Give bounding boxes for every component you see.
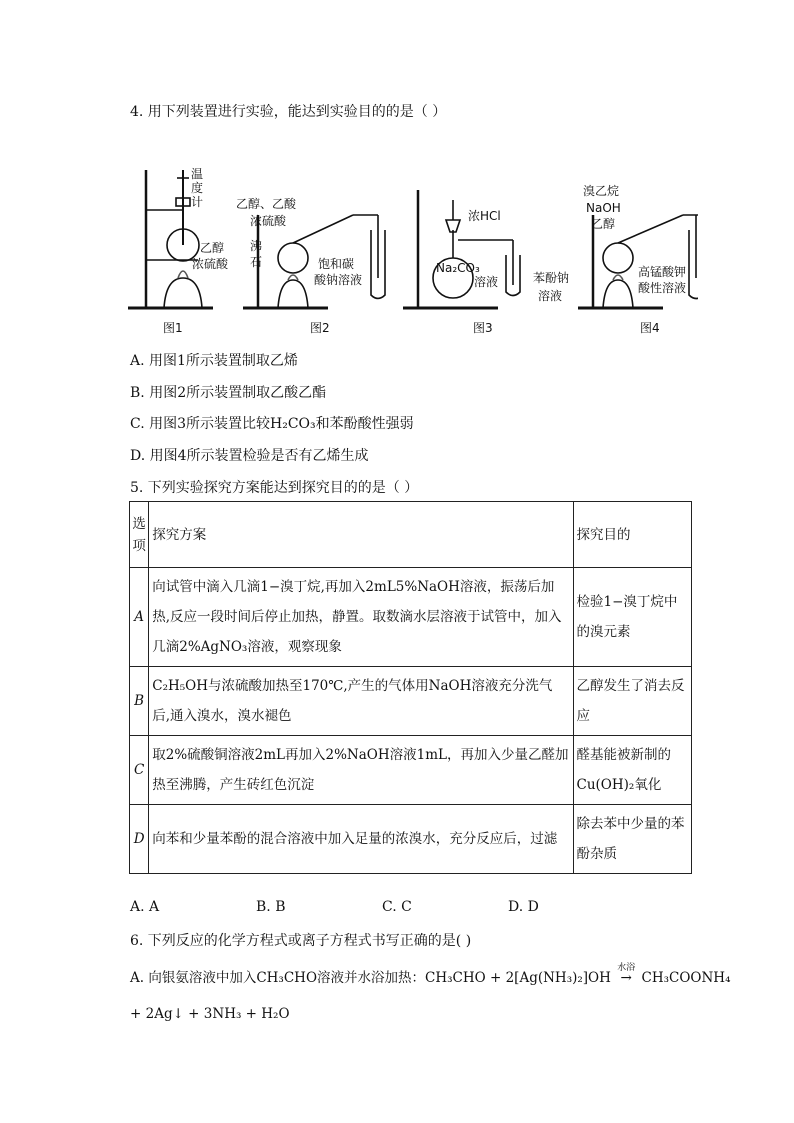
fig1-label: 度 (191, 181, 204, 195)
row-aim: 乙醇发生了消去反应 (573, 667, 691, 736)
table-row (130, 568, 692, 667)
fig1-label: 温 (191, 167, 204, 181)
fig2-label: 乙醇、乙酸 (236, 197, 297, 211)
fig2-label: 酸钠溶液 (314, 273, 363, 287)
fig3-label: Na₂CO₃ (436, 261, 480, 275)
q5-choice-d: D. D (508, 899, 539, 915)
q6-option-a-line1 (130, 963, 731, 988)
q6-option-a-product: CH₃COONH₄ (641, 970, 731, 986)
row-aim: 检验1−溴丁烷中的溴元素 (573, 568, 691, 667)
q4-option-b: B. 用图2所示装置制取乙酸乙酯 (130, 385, 327, 401)
table-row (130, 805, 692, 874)
row-plan: 取2%硫酸铜溶液2mL再加入2%NaOH溶液1mL，再加入少量乙醛加热至沸腾，产生砖红色沉淀 (149, 736, 573, 805)
q5-choice-b: B. B (256, 899, 286, 915)
reaction-arrow: 水浴 → (615, 968, 637, 988)
table-row (130, 736, 692, 805)
fig3-label: 溶液 (538, 289, 563, 303)
fig4-label: 高锰酸钾 (638, 265, 687, 279)
fig3-label: 苯酚钠 (533, 271, 570, 285)
row-opt: B (130, 667, 149, 736)
fig-caption: 图3 (473, 321, 493, 335)
q4-apparatus-figures (128, 160, 698, 345)
row-opt: A (130, 568, 149, 667)
q4-option-c: C. 用图3所示装置比较H₂CO₃和苯酚酸性强弱 (130, 416, 414, 432)
q4-option-d: D. 用图4所示装置检验是否有乙烯生成 (130, 448, 369, 464)
row-plan: 向试管中滴入几滴1−溴丁烷,再加入2mL5%NaOH溶液，振荡后加热,反应一段时间后停止加热，静置。取数滴水层溶液于试管中，加入几滴2%AgNO₃溶液，观察现象 (149, 568, 573, 667)
fig3-label: 溶液 (474, 275, 499, 289)
row-opt: C (130, 736, 149, 805)
fig4-label: NaOH (586, 201, 621, 215)
table-row (130, 667, 692, 736)
fig2-label: 饱和碳 (318, 257, 355, 271)
header-opt: 选项 (130, 502, 149, 568)
row-aim: 除去苯中少量的苯酚杂质 (573, 805, 691, 874)
header-plan: 探究方案 (149, 502, 573, 568)
fig2-label: 石 (250, 255, 263, 269)
apparatus-diagram (128, 160, 698, 345)
fig-caption: 图4 (640, 321, 660, 335)
q4-stem: 4. 用下列装置进行实验，能达到实验目的的是（ ） (130, 104, 447, 120)
fig1-label: 浓硫酸 (192, 257, 229, 271)
row-aim: 醛基能被新制的Cu(OH)₂氧化 (573, 736, 691, 805)
fig4-label: 乙醇 (591, 217, 616, 231)
fig2-label: 浓硫酸 (250, 214, 287, 228)
q6-option-a-text: A. 向银氨溶液中加入CH₃CHO溶液并水浴加热：CH₃CHO + 2[Ag(NH₃)₂]OH (130, 970, 611, 986)
table-header-row (130, 502, 692, 568)
row-plan: 向苯和少量苯酚的混合溶液中加入足量的浓溴水，充分反应后，过滤 (149, 805, 573, 874)
fig3-label: 浓HCl (468, 209, 501, 223)
fig4-label: 溴乙烷 (583, 184, 620, 198)
reaction-condition: 水浴 (617, 963, 636, 973)
row-plan: C₂H₅OH与浓硫酸加热至170℃,产生的气体用NaOH溶液充分洗气后,通入溴水，溴水褪色 (149, 667, 573, 736)
header-aim: 探究目的 (573, 502, 691, 568)
q5-choice-a: A. A (130, 899, 160, 915)
q6-option-a-line2: + 2Ag↓ + 3NH₃ + H₂O (130, 1006, 290, 1022)
row-opt: D (130, 805, 149, 874)
fig-caption: 图2 (310, 321, 330, 335)
q6-stem: 6. 下列反应的化学方程式或离子方程式书写正确的是( ) (130, 933, 472, 949)
q4-option-a: A. 用图1所示装置制取乙烯 (130, 353, 298, 369)
q5-stem: 5. 下列实验探究方案能达到探究目的的是（ ） (130, 480, 419, 496)
fig2-label: 沸 (250, 239, 263, 253)
fig1-label: 乙醇 (200, 241, 225, 255)
fig4-label: 酸性溶液 (638, 281, 687, 295)
q5-table (129, 501, 692, 874)
fig-caption: 图1 (163, 321, 183, 335)
q5-choice-c: C. C (382, 899, 412, 915)
fig1-label: 计 (191, 195, 204, 209)
